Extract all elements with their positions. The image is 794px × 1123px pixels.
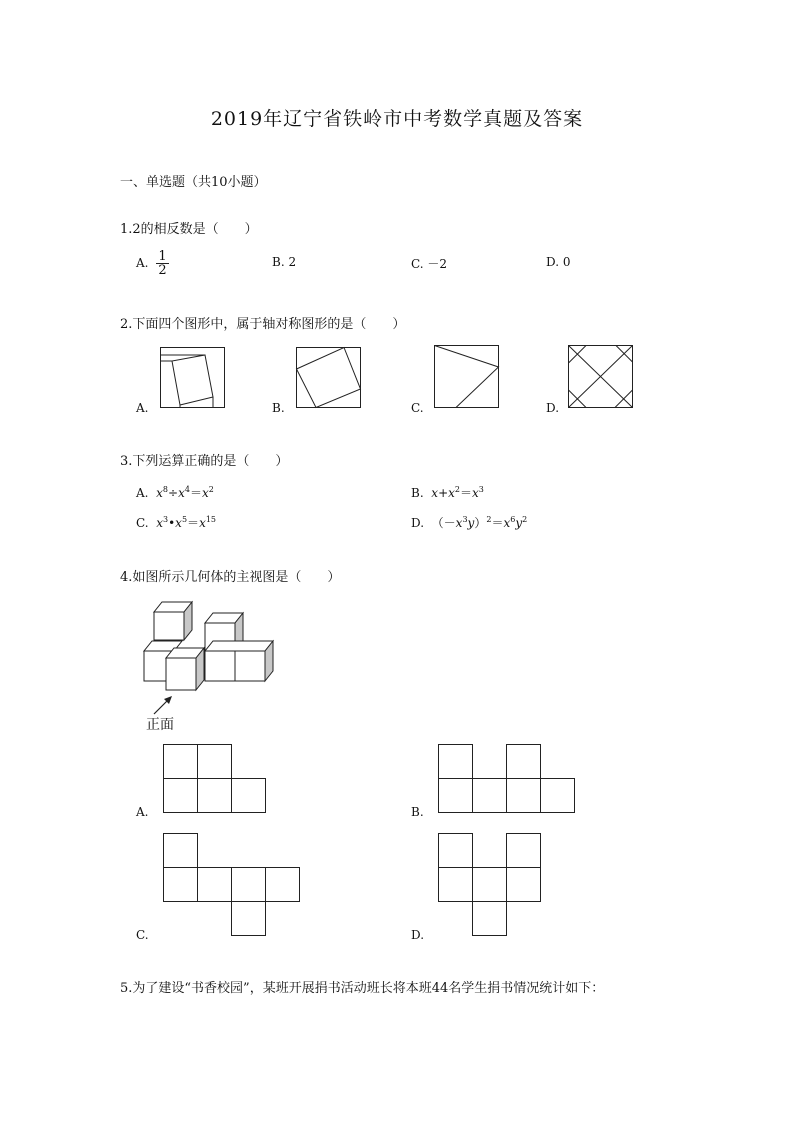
exponent: 3	[478, 485, 484, 494]
exponent: 3	[163, 515, 169, 524]
question-4-view-a	[163, 744, 267, 814]
var-x: x	[199, 516, 206, 530]
exponent: 8	[162, 485, 168, 494]
operator: ＝	[187, 516, 200, 530]
var-x: x	[472, 486, 479, 500]
question-2-figure-c	[434, 345, 500, 409]
question-4-view-d	[438, 833, 542, 937]
exponent: 2	[208, 485, 214, 494]
var-y: y	[467, 516, 475, 530]
front-view-label: 正面	[146, 717, 174, 733]
question-1-option-c: C. －2	[411, 257, 448, 271]
question-1-stem: 1.2的相反数是（ ）	[120, 222, 258, 237]
option-label: D.	[411, 516, 425, 530]
question-3-option-c	[136, 514, 216, 531]
var-x: x	[448, 486, 455, 500]
question-5-stem: 5.为了建设“书香校园”，某班开展捐书活动班长将本班44名学生捐书情况统计如下：	[120, 981, 605, 996]
question-4-label-b: B.	[411, 805, 424, 819]
operator: ＝	[189, 486, 202, 500]
question-1-option-d: D. 0	[546, 255, 571, 269]
question-3-option-b	[411, 484, 484, 501]
question-2-label-a: A.	[136, 401, 149, 415]
paren-close: ）	[474, 516, 487, 530]
option-label: A.	[136, 486, 149, 500]
var-x: x	[431, 486, 439, 500]
page-title: 2019年辽宁省铁岭市中考数学真题及答案	[210, 108, 584, 130]
question-2-figure-b	[296, 347, 362, 409]
exponent: 3	[462, 515, 468, 524]
operator: •	[168, 516, 176, 530]
var-x: x	[503, 516, 511, 530]
question-2-figure-a	[160, 347, 226, 409]
operator: ＝	[491, 516, 504, 530]
question-3-stem: 3.下列运算正确的是（ ）	[120, 454, 289, 469]
question-1-option-b: B. 2	[272, 255, 297, 269]
exponent: 5	[181, 515, 188, 524]
question-3-option-a	[136, 484, 214, 501]
option-label: A.	[136, 256, 149, 270]
var-x: x	[178, 486, 185, 500]
operator: ÷	[168, 486, 179, 500]
option-label: B.	[411, 486, 424, 500]
var-x: x	[156, 486, 163, 500]
question-2-label-d: D.	[546, 401, 560, 415]
question-2-label-c: C.	[411, 401, 424, 415]
question-3-option-d	[411, 514, 527, 531]
fraction-numerator: 1	[158, 249, 167, 264]
question-2-label-b: B.	[272, 401, 285, 415]
question-4-label-d: D.	[411, 928, 425, 942]
paren-open: （－	[431, 516, 456, 530]
question-4-view-c	[163, 833, 303, 937]
question-2-figure-d	[568, 345, 634, 409]
question-4-stem: 4.如图所示几何体的主视图是（ ）	[120, 570, 341, 585]
exponent: 2	[522, 515, 528, 524]
var-x: x	[175, 516, 182, 530]
operator: ＝	[460, 486, 473, 500]
question-4-solid-figure	[140, 596, 280, 692]
exponent: 2	[486, 515, 492, 524]
question-2-stem: 2.下面四个图形中，属于轴对称图形的是（ ）	[120, 317, 406, 332]
var-x: x	[201, 486, 209, 500]
var-x: x	[156, 516, 163, 530]
fraction	[156, 250, 168, 277]
question-1-option-a	[136, 250, 169, 277]
exponent: 15	[205, 515, 217, 524]
option-label: C.	[136, 516, 149, 530]
exponent: 4	[184, 485, 190, 494]
question-4-label-c: C.	[136, 928, 149, 942]
fraction-denominator: 2	[158, 263, 167, 278]
exponent: 2	[454, 485, 460, 494]
question-4-label-a: A.	[136, 805, 149, 819]
operator: +	[438, 486, 449, 500]
section-heading: 一、单选题（共10小题）	[120, 175, 267, 190]
question-4-view-b	[438, 744, 578, 814]
var-x: x	[455, 516, 463, 530]
var-y: y	[515, 516, 523, 530]
exponent: 6	[510, 515, 516, 524]
